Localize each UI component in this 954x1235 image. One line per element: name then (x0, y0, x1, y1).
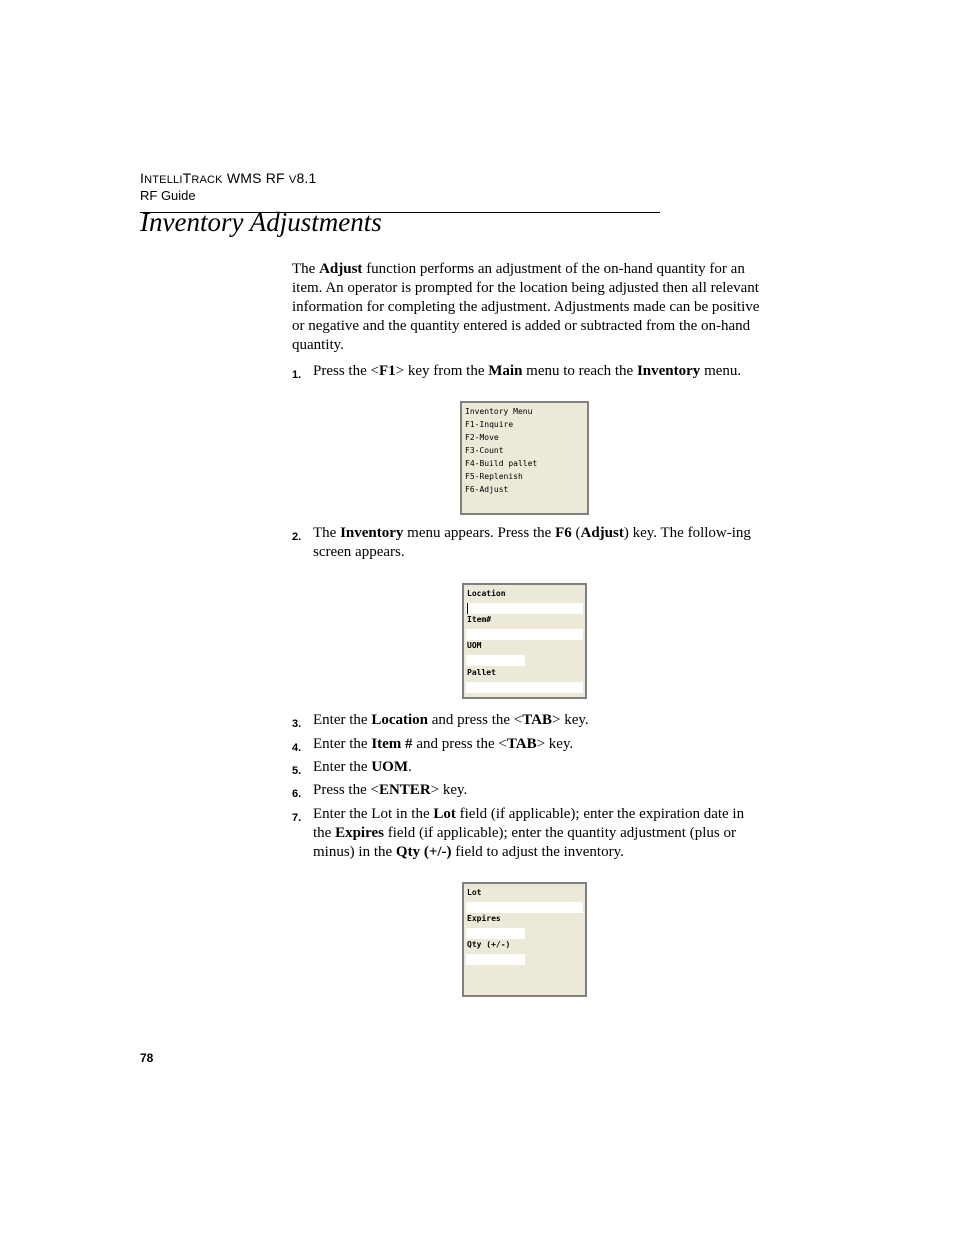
qty-label: Qty (+/-) (467, 940, 511, 949)
item-label: Item# (467, 615, 492, 624)
uom-label: UOM (467, 641, 482, 650)
step-text: Press the <F1> key from the Main menu to reach the Inventory menu. (313, 363, 742, 379)
inventory-menu-screen (460, 401, 589, 515)
running-header-product: INTELLITRACK WMS RF V8.1 (140, 170, 317, 186)
running-header-guide: RF Guide (140, 188, 196, 203)
intro-paragraph: The Adjust function performs an adjustment of the on-hand quantity for an item. An operator is prompted for the location being adjusted then all relevant information for completing the adjustment. Adjustments made can be positive or negative and the quantity entered is added or subtracted from the on-hand quantity. (292, 261, 760, 353)
location-label: Location (467, 589, 506, 598)
step-number: 2. (292, 531, 302, 543)
menu-line: F3-Count (465, 446, 504, 455)
step-number: 1. (292, 369, 302, 381)
menu-line: F4-Build pallet (465, 459, 538, 468)
item-field[interactable] (466, 629, 583, 640)
step-text: Enter the Lot in the Lot field (if applicable); enter the expiration date in the Expires field (if applicable); enter the quantity adjustment (plus or minus) in the Qty (+/-) field to adjust the inventory. (313, 806, 745, 860)
expires-label: Expires (467, 914, 501, 923)
uom-field[interactable] (466, 655, 525, 666)
step-number: 4. (292, 742, 302, 754)
menu-line: F2-Move (465, 433, 499, 442)
menu-line: F6-Adjust (465, 485, 509, 494)
step-text: Enter the Location and press the <TAB> key. (313, 712, 589, 728)
step-number: 5. (292, 765, 302, 777)
expires-field[interactable] (466, 928, 525, 939)
pallet-label: Pallet (467, 668, 496, 677)
menu-line: F1-Inquire (465, 420, 514, 429)
pallet-field[interactable] (466, 682, 583, 693)
step-text: Press the <ENTER> key. (313, 782, 468, 798)
lot-label: Lot (467, 888, 482, 897)
lot-field[interactable] (466, 902, 583, 913)
section-title: Inventory Adjustments (140, 207, 382, 237)
step-number: 7. (292, 812, 302, 824)
step-text: Enter the UOM. (313, 759, 412, 775)
step-number: 3. (292, 718, 302, 730)
qty-field[interactable] (466, 954, 525, 965)
lot-expires-qty-screen (462, 882, 587, 997)
text-cursor (467, 603, 468, 614)
page-number: 78 (140, 1051, 154, 1065)
step-number: 6. (292, 788, 302, 800)
step-text: The Inventory menu appears. Press the F6 (Adjust) key. The follow-ing screen appears. (313, 525, 751, 560)
location-field[interactable] (466, 603, 583, 614)
step-text: Enter the Item # and press the <TAB> key. (313, 736, 574, 752)
menu-line: Inventory Menu (465, 407, 533, 416)
adjust-entry-screen (462, 583, 587, 699)
menu-line: F5-Replenish (465, 472, 523, 481)
